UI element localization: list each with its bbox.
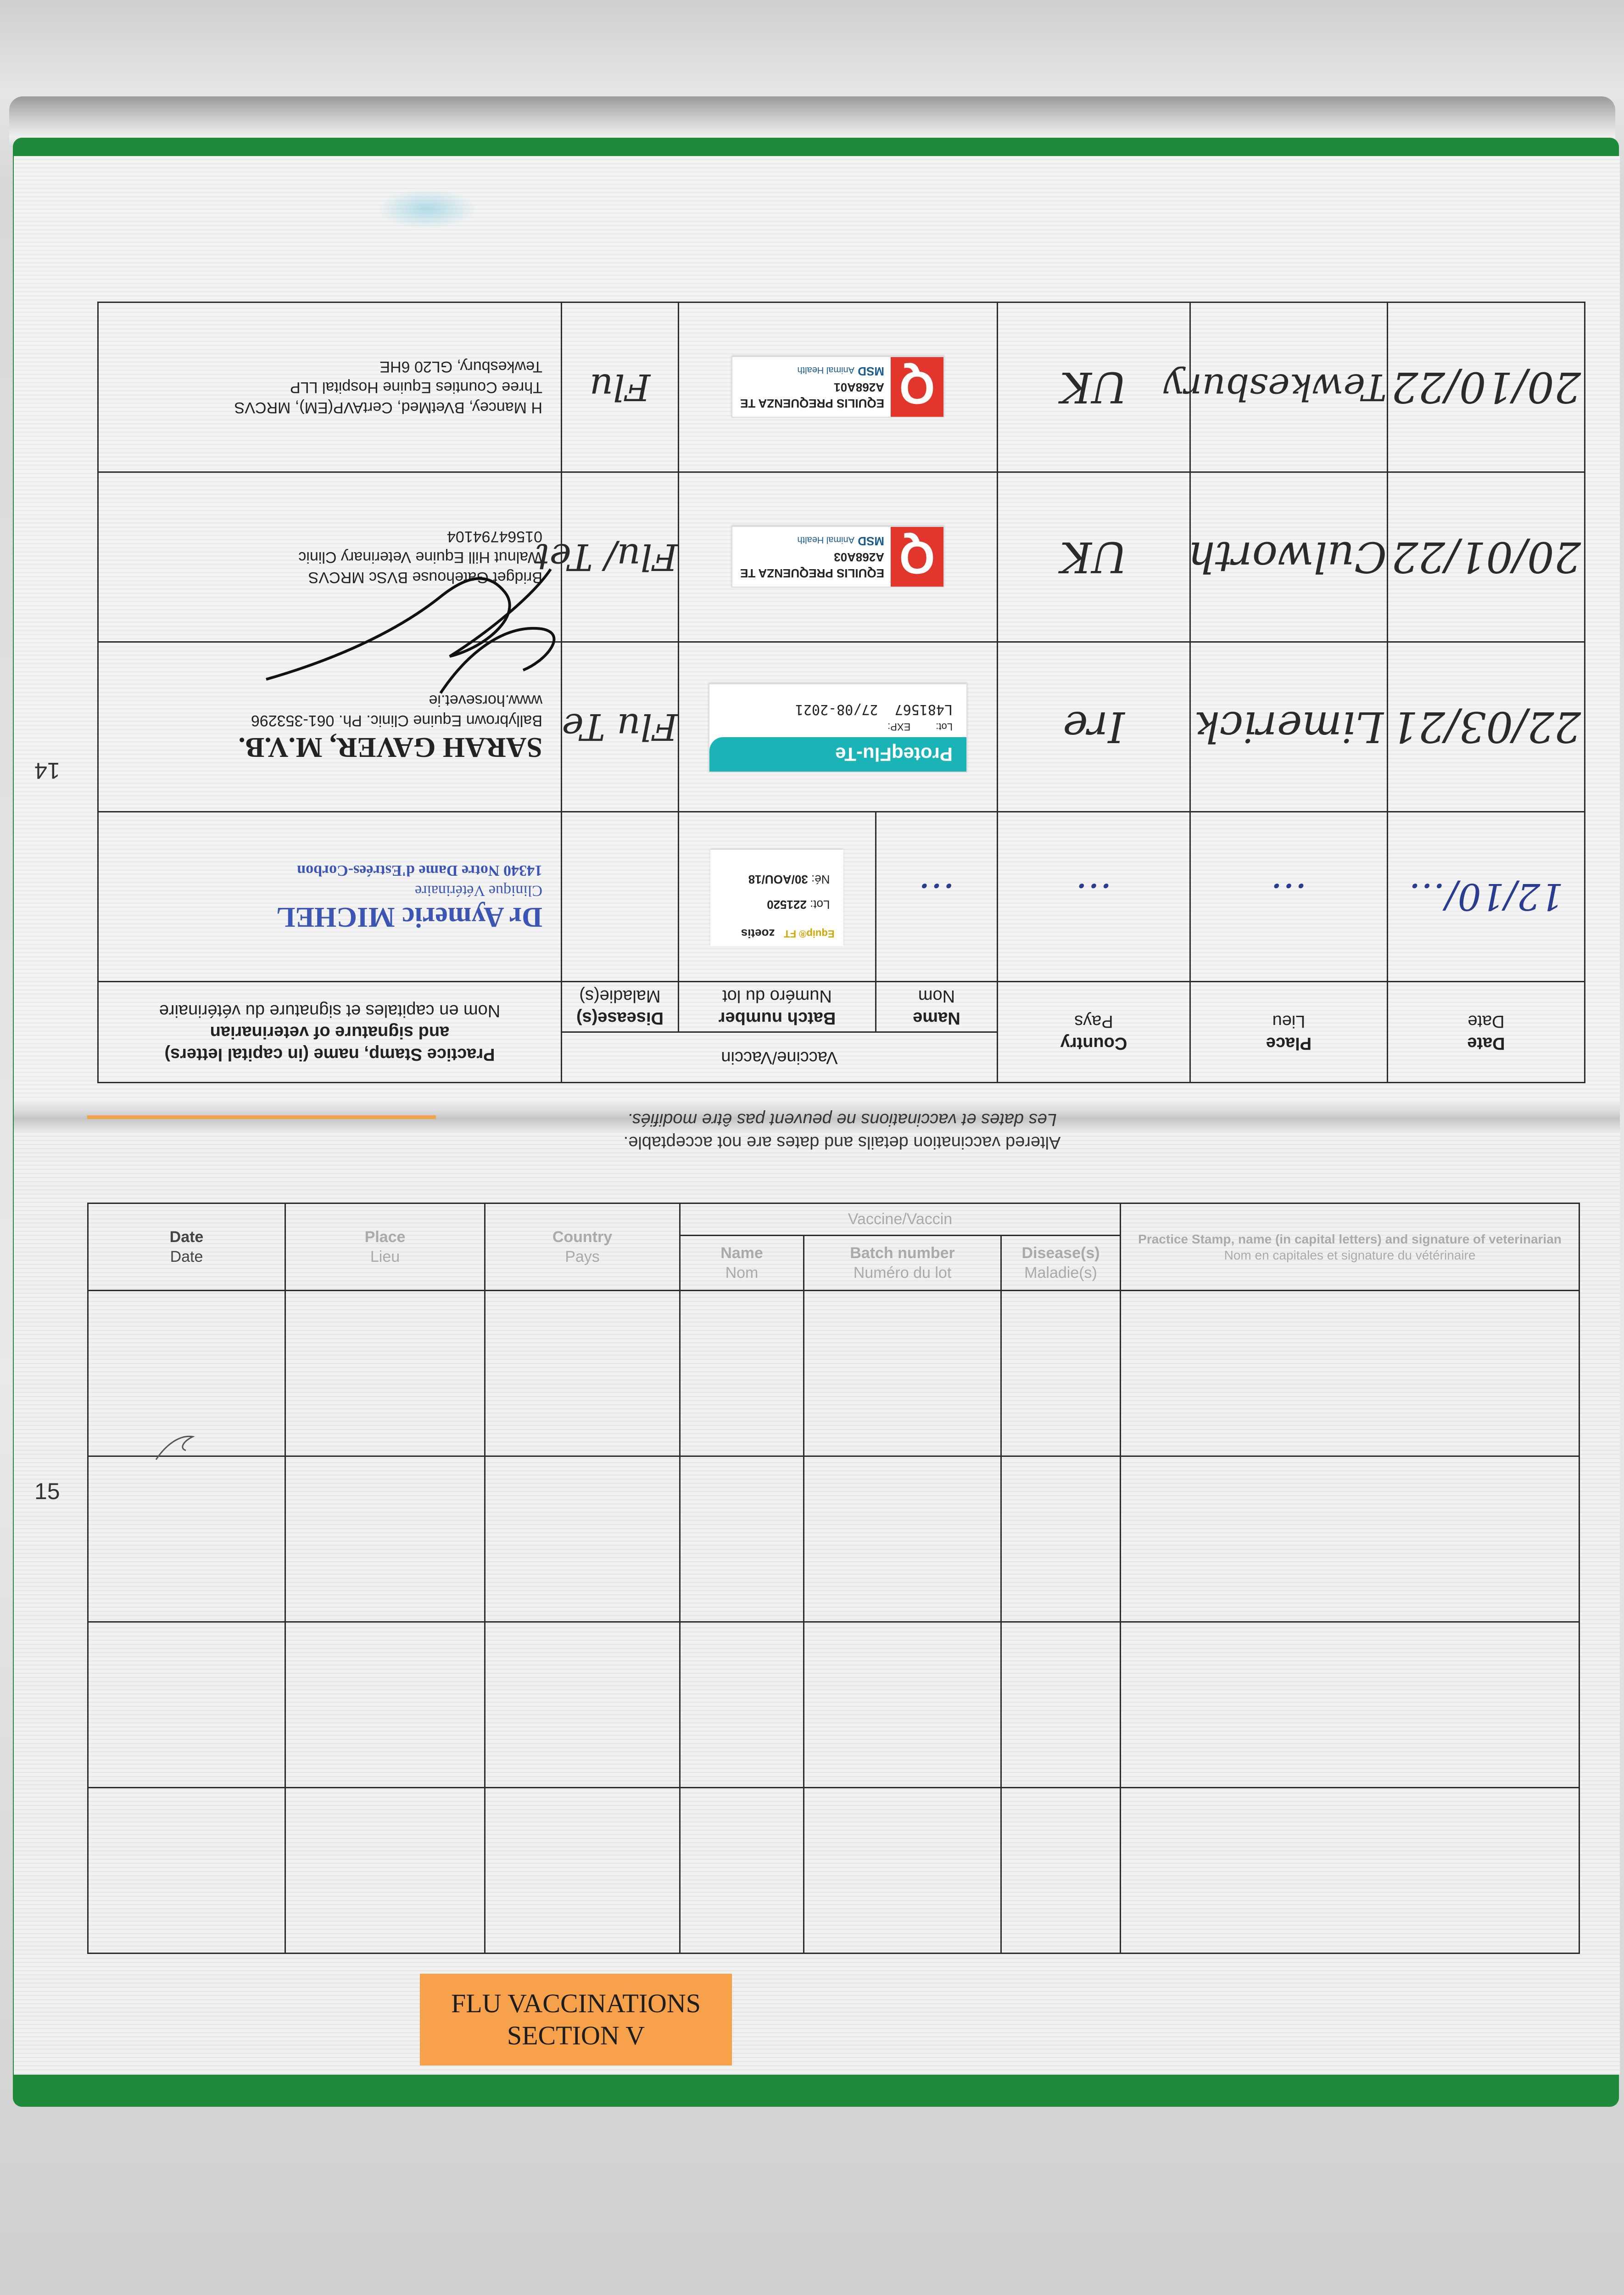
header-batch: Batch number Numéro du lot xyxy=(804,1236,1001,1291)
table-row xyxy=(88,1456,1579,1622)
msd-q-logo-icon: Q xyxy=(891,358,943,417)
notice-en: Altered vaccination details and dates are not acceptable. xyxy=(623,1133,1061,1152)
cell-stamp xyxy=(98,812,561,982)
notice-fr: Les dates et vaccinations ne peuvent pas être modifiés. xyxy=(627,1110,1057,1129)
table-row xyxy=(98,812,1585,982)
page-number-14: 14 xyxy=(34,758,60,784)
cell-country: … xyxy=(998,812,1190,982)
header-place: Place Lieu xyxy=(1190,982,1388,1083)
vet-stamp: SARAH GAVER, M.V.B. Ballybrown Equine Clinic. Ph. 061-353296 www.horsevet.ie xyxy=(238,692,542,763)
cell-date: 20/10/22 xyxy=(1388,302,1585,472)
msd-sticker: Q EQUILIS PREQUENZA TE A268A01 MSD Animal Health xyxy=(731,357,944,418)
section-number: SECTION V xyxy=(507,2021,645,2050)
pencil-mark xyxy=(151,1427,206,1469)
cell-diseases xyxy=(561,812,678,982)
cell-place: … xyxy=(1190,812,1388,982)
header-date: Date Date xyxy=(1388,982,1585,1083)
cell-diseases: Flu xyxy=(561,302,678,472)
table-row xyxy=(98,302,1585,472)
vet-stamp: Bridget Gatehouse BVSc MRCVS Walnut Hill Equine Veterinary Clinic 01564794104 xyxy=(298,528,542,586)
cell-name-batch xyxy=(679,472,998,642)
cell-name-batch xyxy=(679,302,998,472)
zoetis-sticker: Equip® FT zoetis Lot: 221520 Né: 30/AOU/18 xyxy=(711,850,844,946)
vaccination-table-15 xyxy=(87,1203,1580,1954)
header-stamp: Practice Stamp, name (in capital letters) and signature of veterinarian Nom en capitales et signature du vétérinaire xyxy=(1121,1203,1579,1291)
vet-stamp: H Mancey, BVetMed, CertAVP(EM), MRCVS Three Counties Equine Hospital LLP Tewkesbury, GL20 6HE xyxy=(234,358,542,416)
proteq-sticker: ProteqFlu-Te Lot: EXP: L481567 27/08-2021 xyxy=(709,683,967,772)
cell-country: Ire xyxy=(998,642,1190,812)
cell-place: Tewkesbury xyxy=(1190,302,1388,472)
cell-name-batch xyxy=(679,642,998,812)
header-country: Country Pays xyxy=(998,982,1190,1083)
cell-stamp xyxy=(98,302,561,472)
cell-date: 12/10/… xyxy=(1388,812,1585,982)
cell-country: UK xyxy=(998,472,1190,642)
cell-place: Limerick xyxy=(1190,642,1388,812)
page-number-15: 15 xyxy=(34,1478,60,1504)
cell-country: UK xyxy=(998,302,1190,472)
cell-date: 20/01/22 xyxy=(1388,472,1585,642)
table-row xyxy=(88,1622,1579,1788)
section-title: FLU VACCINATIONS xyxy=(451,1988,701,2018)
cell-name: … xyxy=(876,812,998,982)
header-stamp: Practice Stamp, name (in capital letters) and signature of veterinarian Nom en capitales et signature du vétérinaire xyxy=(98,982,561,1083)
header-date: Date Date xyxy=(88,1203,285,1291)
table-row xyxy=(88,1291,1579,1456)
vet-stamp: Dr Aymeric MICHEL Clinique Vétérinaire 14340 Notre Dame d'Estrées-Corbon xyxy=(276,862,542,933)
table-row xyxy=(88,1788,1579,1954)
header-diseases: Disease(s) Maladie(s) xyxy=(1001,1236,1121,1291)
header-vaccine: Vaccine/Vaccin xyxy=(561,1032,997,1083)
ink-stain xyxy=(376,188,477,230)
msd-sticker: Q EQUILIS PREQUENZA TE A268A03 MSD Animal Health xyxy=(731,526,944,588)
cell-place: Culworth xyxy=(1190,472,1388,642)
header-vaccine: Vaccine/Vaccin xyxy=(680,1203,1121,1236)
cell-diseases: Flu/ Tet xyxy=(561,472,678,642)
cell-batch xyxy=(679,812,876,982)
cell-date: 22/03/21 xyxy=(1388,642,1585,812)
msd-q-logo-icon: Q xyxy=(891,527,943,587)
header-name: Name Nom xyxy=(876,982,998,1032)
vet-signature xyxy=(248,542,578,716)
section-label xyxy=(420,1974,732,2066)
cell-diseases: Flu Te xyxy=(561,642,678,812)
header-batch: Batch number Numéro du lot xyxy=(679,982,876,1032)
header-name: Name Nom xyxy=(680,1236,804,1291)
header-country: Country Pays xyxy=(485,1203,680,1291)
header-diseases: Disease(s) Maladie(s) xyxy=(561,982,678,1032)
header-place: Place Lieu xyxy=(285,1203,485,1291)
